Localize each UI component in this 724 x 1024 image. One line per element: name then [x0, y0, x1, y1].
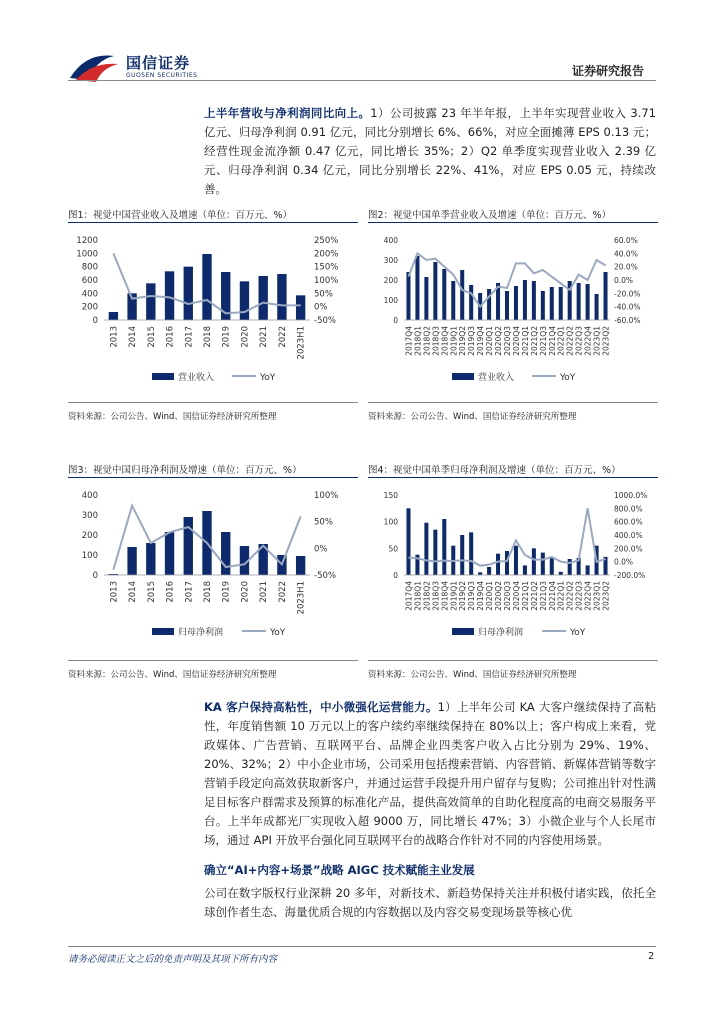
page-number: 2: [648, 951, 655, 962]
bar-2020: [240, 281, 249, 320]
bar-2019Q3: [469, 285, 473, 320]
bar-2018Q4: [442, 519, 446, 575]
bar-2020Q2: [496, 554, 500, 575]
xtick-2022Q2: 2022Q2: [565, 326, 575, 356]
bar-2019Q2: [460, 270, 464, 320]
fig-rule-top-1: [68, 222, 358, 223]
bar-2022Q4: [586, 284, 590, 320]
ytick-right: 40.0%: [614, 249, 638, 259]
ytick-right: 0%: [314, 544, 328, 555]
para-revenue: [204, 104, 656, 199]
footer-disclaimer: 请务必阅读正文之后的免责声明及其项下所有内容: [68, 954, 278, 965]
bar-2018Q3: [433, 262, 437, 320]
bar-2018Q4: [442, 269, 446, 320]
chart-quarterly-revenue: [368, 228, 658, 398]
xtick-2015: 2015: [146, 326, 157, 348]
para-customers: [204, 698, 656, 850]
legend-line-label: YoY: [570, 628, 586, 638]
bar-2017: [184, 517, 193, 575]
xtick-2021: 2021: [259, 581, 270, 603]
ytick-left: 200: [383, 276, 398, 285]
bar-2021: [259, 276, 268, 320]
fig-rule-bot-1: [68, 402, 358, 403]
bar-2019Q3: [469, 532, 473, 575]
ytick-right: 800.0%: [614, 504, 643, 514]
bar-2023Q2: [604, 272, 608, 320]
ytick-right: -50%: [314, 316, 336, 326]
para-strategy: 公司在数字版权行业深耕 20 多年，对新技术、新趋势保持关注并积极付诸实践，依托全球创作者生态、海量优质合规的内容数据以及内容交易变现场景等核心优: [204, 886, 656, 919]
ytick-right: 0.0%: [614, 276, 634, 285]
bar-2019Q4: [478, 572, 482, 575]
bar-2022Q1: [559, 572, 563, 575]
xtick-2022Q4: 2022Q4: [583, 326, 593, 356]
xtick-2019Q4: 2019Q4: [476, 581, 486, 611]
xtick-2023Q1: 2023Q1: [592, 581, 602, 611]
ytick-right: 60.0%: [614, 236, 638, 245]
ytick-right: 100%: [314, 276, 339, 286]
ytick-left: 200: [81, 531, 98, 541]
xtick-2022: 2022: [277, 326, 288, 348]
xtick-2018Q1: 2018Q1: [413, 581, 423, 611]
fig4-title: 图4：视觉中国单季归母净利润及增速（单位：百万元、%）: [368, 465, 621, 476]
fig3-title: 图3：视觉中国归母净利润及增速（单位：百万元、%）: [68, 465, 302, 476]
bar-2022Q2: [568, 559, 572, 575]
xtick-2014: 2014: [128, 326, 139, 348]
logo: [68, 50, 208, 84]
xtick-2016: 2016: [165, 326, 176, 348]
xtick-2021Q4: 2021Q4: [547, 581, 557, 611]
ytick-left: 800: [81, 262, 98, 273]
fig-rule-bot-2: [368, 402, 658, 403]
legend-bar-swatch: [152, 373, 174, 380]
ytick-right: 400.0%: [614, 531, 643, 540]
xtick-2021Q1: 2021Q1: [520, 326, 530, 356]
logo-cn: 国信证券: [126, 54, 191, 72]
bar-2020Q1: [487, 567, 491, 575]
xtick-2018: 2018: [203, 581, 213, 603]
ytick-right: 20.0%: [614, 262, 638, 272]
xtick-2017Q4: 2017Q4: [404, 326, 414, 356]
xtick-2023Q2: 2023Q2: [601, 326, 611, 356]
bar-2018Q2: [424, 277, 428, 320]
bar-2018Q2: [424, 523, 428, 575]
ytick-left: 150: [383, 491, 398, 500]
xtick-2021Q2: 2021Q2: [529, 581, 539, 611]
xtick-2020: 2020: [240, 581, 251, 603]
fig1-source: 资料来源：公司公告、Wind、国信证券经济研究所整理: [68, 412, 277, 422]
bar-2023Q1: [595, 294, 599, 320]
bar-2021Q4: [550, 287, 554, 320]
xtick-2020Q2: 2020Q2: [494, 326, 504, 356]
ytick-left: 400: [383, 236, 398, 245]
xtick-2021Q3: 2021Q3: [538, 581, 548, 611]
legend-bar-swatch: [452, 628, 474, 635]
xtick-2022Q1: 2022Q1: [556, 326, 566, 356]
xtick-2018Q2: 2018Q2: [422, 326, 432, 356]
legend-bar-swatch: [152, 628, 174, 635]
bar-2020Q3: [505, 291, 509, 320]
ytick-left: 600: [81, 276, 98, 286]
ytick-left: 200: [81, 302, 98, 313]
ytick-right: 1000.0%: [614, 491, 648, 500]
xtick-2022: 2022: [277, 581, 288, 603]
legend-bar-label: 营业收入: [178, 373, 215, 383]
xtick-2018Q3: 2018Q3: [431, 326, 441, 356]
fig2-source: 资料来源：公司公告、Wind、国信证券经济研究所整理: [368, 412, 577, 422]
ytick-left: 1200: [76, 236, 98, 246]
bar-2017Q4: [406, 272, 410, 320]
ytick-right: 50%: [314, 289, 333, 300]
logo-en: GUOSEN SECURITIES: [126, 72, 198, 79]
ytick-left: 0: [92, 316, 98, 326]
xtick-2019Q3: 2019Q3: [467, 326, 477, 356]
legend-line-label: YoY: [560, 373, 576, 383]
fig4-source: 资料来源：公司公告、Wind、国信证券经济研究所整理: [368, 670, 577, 680]
xtick-2022Q3: 2022Q3: [574, 326, 584, 356]
xtick-2019Q4: 2019Q4: [476, 326, 486, 356]
xtick-2018Q2: 2018Q2: [422, 581, 432, 611]
xtick-2021Q1: 2021Q1: [520, 581, 530, 611]
section-heading-ai: 确立“AI+内容+场景”战略 AIGC 技术赋能主业发展: [204, 863, 475, 877]
legend-bar-swatch: [452, 373, 474, 380]
xtick-2020Q4: 2020Q4: [511, 581, 521, 611]
para-revenue-lead: 上半年营收与净利润同比向上。: [204, 106, 371, 120]
legend-line-label: YoY: [270, 628, 286, 638]
legend-bar-label: 归母净利润: [178, 628, 224, 638]
fig2-title: 图2：视觉中国单季营业收入及增速（单位：百万元、%）: [368, 210, 612, 221]
xtick-2018Q4: 2018Q4: [440, 326, 450, 356]
xtick-2018: 2018: [203, 326, 213, 348]
report-type: 证券研究报告: [572, 64, 645, 78]
xtick-2023H1: 2023H1: [296, 581, 307, 615]
ytick-left: 100: [81, 551, 98, 561]
fig-rule-top-3: [68, 477, 358, 478]
fig-rule-top-2: [368, 222, 658, 223]
bar-2014: [127, 547, 136, 575]
ytick-right: 0.0%: [614, 557, 634, 567]
ytick-left: 0: [92, 571, 98, 581]
bar-2015: [146, 283, 155, 320]
bar-2017: [184, 267, 193, 320]
chart-quarterly-profit: [368, 483, 658, 653]
bar-2016: [165, 532, 174, 575]
bar-2023H1: [296, 556, 305, 575]
fig-rule-bot-3: [68, 660, 358, 661]
bar-2015: [146, 543, 155, 575]
xtick-2020Q2: 2020Q2: [494, 581, 504, 611]
bar-2021Q2: [532, 281, 536, 320]
xtick-2020: 2020: [240, 326, 251, 348]
xtick-2019Q1: 2019Q1: [449, 326, 459, 356]
ytick-left: 100: [383, 296, 398, 305]
bar-2018Q1: [415, 256, 419, 320]
bar-2021Q2: [532, 548, 536, 575]
bar-2021Q1: [523, 280, 527, 320]
fig-rule-bot-4: [368, 660, 658, 661]
bar-2019: [221, 532, 230, 575]
bar-2018Q3: [433, 530, 437, 575]
bar-2021Q3: [541, 291, 545, 320]
xtick-2020Q3: 2020Q3: [503, 326, 512, 356]
xtick-2018Q4: 2018Q4: [440, 581, 450, 611]
bar-2018: [202, 254, 211, 320]
xtick-2020Q1: 2020Q1: [485, 581, 495, 611]
xtick-2023Q2: 2023Q2: [601, 581, 611, 611]
legend-bar-label: 营业收入: [478, 373, 515, 383]
bar-2019Q2: [460, 535, 464, 575]
ytick-left: 300: [383, 256, 398, 265]
ytick-left: 400: [81, 289, 98, 300]
xtick-2020Q4: 2020Q4: [511, 326, 521, 356]
xtick-2019: 2019: [221, 581, 232, 603]
xtick-2021Q3: 2021Q3: [538, 326, 548, 356]
xtick-2019: 2019: [221, 326, 232, 348]
ytick-right: 200%: [314, 249, 339, 260]
ytick-left: 100: [383, 517, 398, 527]
bar-2021Q4: [550, 558, 554, 575]
ytick-left: 0: [393, 571, 398, 580]
bar-2017Q4: [406, 508, 410, 575]
chart-annual-revenue: [68, 228, 358, 398]
header-rule: [68, 80, 656, 81]
fig-rule-top-4: [368, 477, 658, 478]
legend-line-label: YoY: [260, 373, 276, 383]
xtick-2017Q4: 2017Q4: [404, 581, 414, 611]
xtick-2017: 2017: [184, 326, 195, 348]
xtick-2018Q3: 2018Q3: [431, 581, 441, 611]
fig1-title: 图1：视觉中国营业收入及增速（单位：百万元、%）: [68, 210, 293, 221]
bar-2023H1: [296, 295, 305, 320]
ytick-right: -50%: [314, 571, 336, 581]
xtick-2019Q1: 2019Q1: [449, 581, 459, 611]
ytick-right: -200.0%: [614, 571, 646, 580]
para-revenue-body: 1）公司披露 23 年半年报，上半年实现营业收入 3.71 亿元、归母净利润 0.91 亿元，同比分别增长 6%、66%，对应全面摊薄 EPS 0.13 元；经营性现金流净额 0.47 亿元，同比增长 35%；2）Q2 单季度实现营业收入 2.39 亿元、归母净利润 0.34 亿元，同比分别增长 22%、41%，对应 EPS 0.05 元，持续改善。: [204, 106, 656, 196]
bar-2013: [109, 312, 118, 320]
logo-mark-icon: [68, 50, 120, 84]
bar-2021Q1: [523, 565, 527, 575]
ytick-left: 400: [81, 491, 98, 501]
xtick-2020Q1: 2020Q1: [485, 326, 495, 356]
fig3-source: 资料来源：公司公告、Wind、国信证券经济研究所整理: [68, 670, 277, 680]
ytick-right: -20.0%: [614, 289, 641, 299]
xtick-2022Q1: 2022Q1: [556, 581, 566, 611]
bar-2021Q3: [541, 553, 545, 575]
ytick-left: 1000: [76, 249, 98, 260]
bar-2022: [277, 274, 286, 320]
para-customers-lead: KA 客户保持高粘性，中小微强化运营能力。: [204, 700, 438, 714]
bar-2020Q3: [505, 551, 509, 575]
bar-2020Q4: [514, 286, 518, 320]
xtick-2016: 2016: [165, 581, 176, 603]
xtick-2022Q3: 2022Q3: [574, 581, 584, 611]
xtick-2019Q2: 2019Q2: [458, 326, 468, 356]
footer-rule: [68, 946, 656, 947]
xtick-2022Q2: 2022Q2: [565, 581, 575, 611]
xtick-2019Q2: 2019Q2: [458, 581, 468, 611]
xtick-2013: 2013: [109, 581, 120, 603]
xtick-2019Q3: 2019Q3: [467, 581, 477, 611]
xtick-2023H1: 2023H1: [296, 326, 307, 360]
bar-2022Q1: [559, 287, 563, 320]
bar-2019Q1: [451, 281, 455, 320]
xtick-2018Q1: 2018Q1: [413, 326, 423, 356]
ytick-right: 0%: [314, 302, 328, 313]
ytick-right: 600.0%: [614, 517, 643, 527]
ytick-right: 150%: [314, 262, 339, 273]
xtick-2020Q3: 2020Q3: [503, 581, 512, 611]
ytick-right: 250%: [314, 236, 339, 246]
xtick-2021Q2: 2021Q2: [529, 326, 539, 356]
xtick-2013: 2013: [109, 326, 120, 348]
xtick-2021: 2021: [259, 326, 270, 348]
xtick-2022Q4: 2022Q4: [583, 581, 593, 611]
xtick-2015: 2015: [146, 581, 157, 603]
xtick-2023Q1: 2023Q1: [592, 326, 602, 356]
ytick-right: -40.0%: [614, 302, 641, 312]
ytick-right: -60.0%: [614, 316, 641, 325]
ytick-right: 100%: [314, 491, 339, 501]
legend-bar-label: 归母净利润: [478, 628, 524, 638]
ytick-left: 0: [393, 316, 398, 325]
xtick-2017: 2017: [184, 581, 195, 603]
chart-annual-profit: [68, 483, 358, 653]
para-customers-body: 1）上半年公司 KA 大客户继续保持了高粘性，年度销售额 10 万元以上的客户续约率继续保持在 80%以上；客户构成上来看，党政媒体、广告营销、互联网平台、品牌企业四类客户收入占比分别为 29%、19%、20%、32%；2）中小企业市场，公司采用包括搜索营销、内容营销、新媒体营销等数字营销手段定向高效获取新客户，并通过运营手段提升用户留存与复购；公司推出针对性满足目标客户群需求及预算的标准化产品，提供高效简单的自助化程度高的电商交易服务平台。上半年成都光厂实现收入超 9000 万，同比增长 47%；3）小微企业与个人长尾市场，通过 API 开放平台强化同互联网平台的战略合作针对不同的内容使用场景。: [204, 700, 656, 847]
ytick-left: 300: [81, 511, 98, 521]
bar-2016: [165, 271, 174, 320]
ytick-right: 50%: [314, 517, 333, 528]
bar-2022Q4: [586, 565, 590, 575]
xtick-2021Q4: 2021Q4: [547, 326, 557, 356]
bar-2020Q4: [514, 546, 518, 575]
ytick-right: 200.0%: [614, 544, 643, 554]
xtick-2014: 2014: [128, 581, 139, 603]
bar-2022Q3: [577, 283, 581, 320]
ytick-left: 50: [388, 544, 398, 554]
